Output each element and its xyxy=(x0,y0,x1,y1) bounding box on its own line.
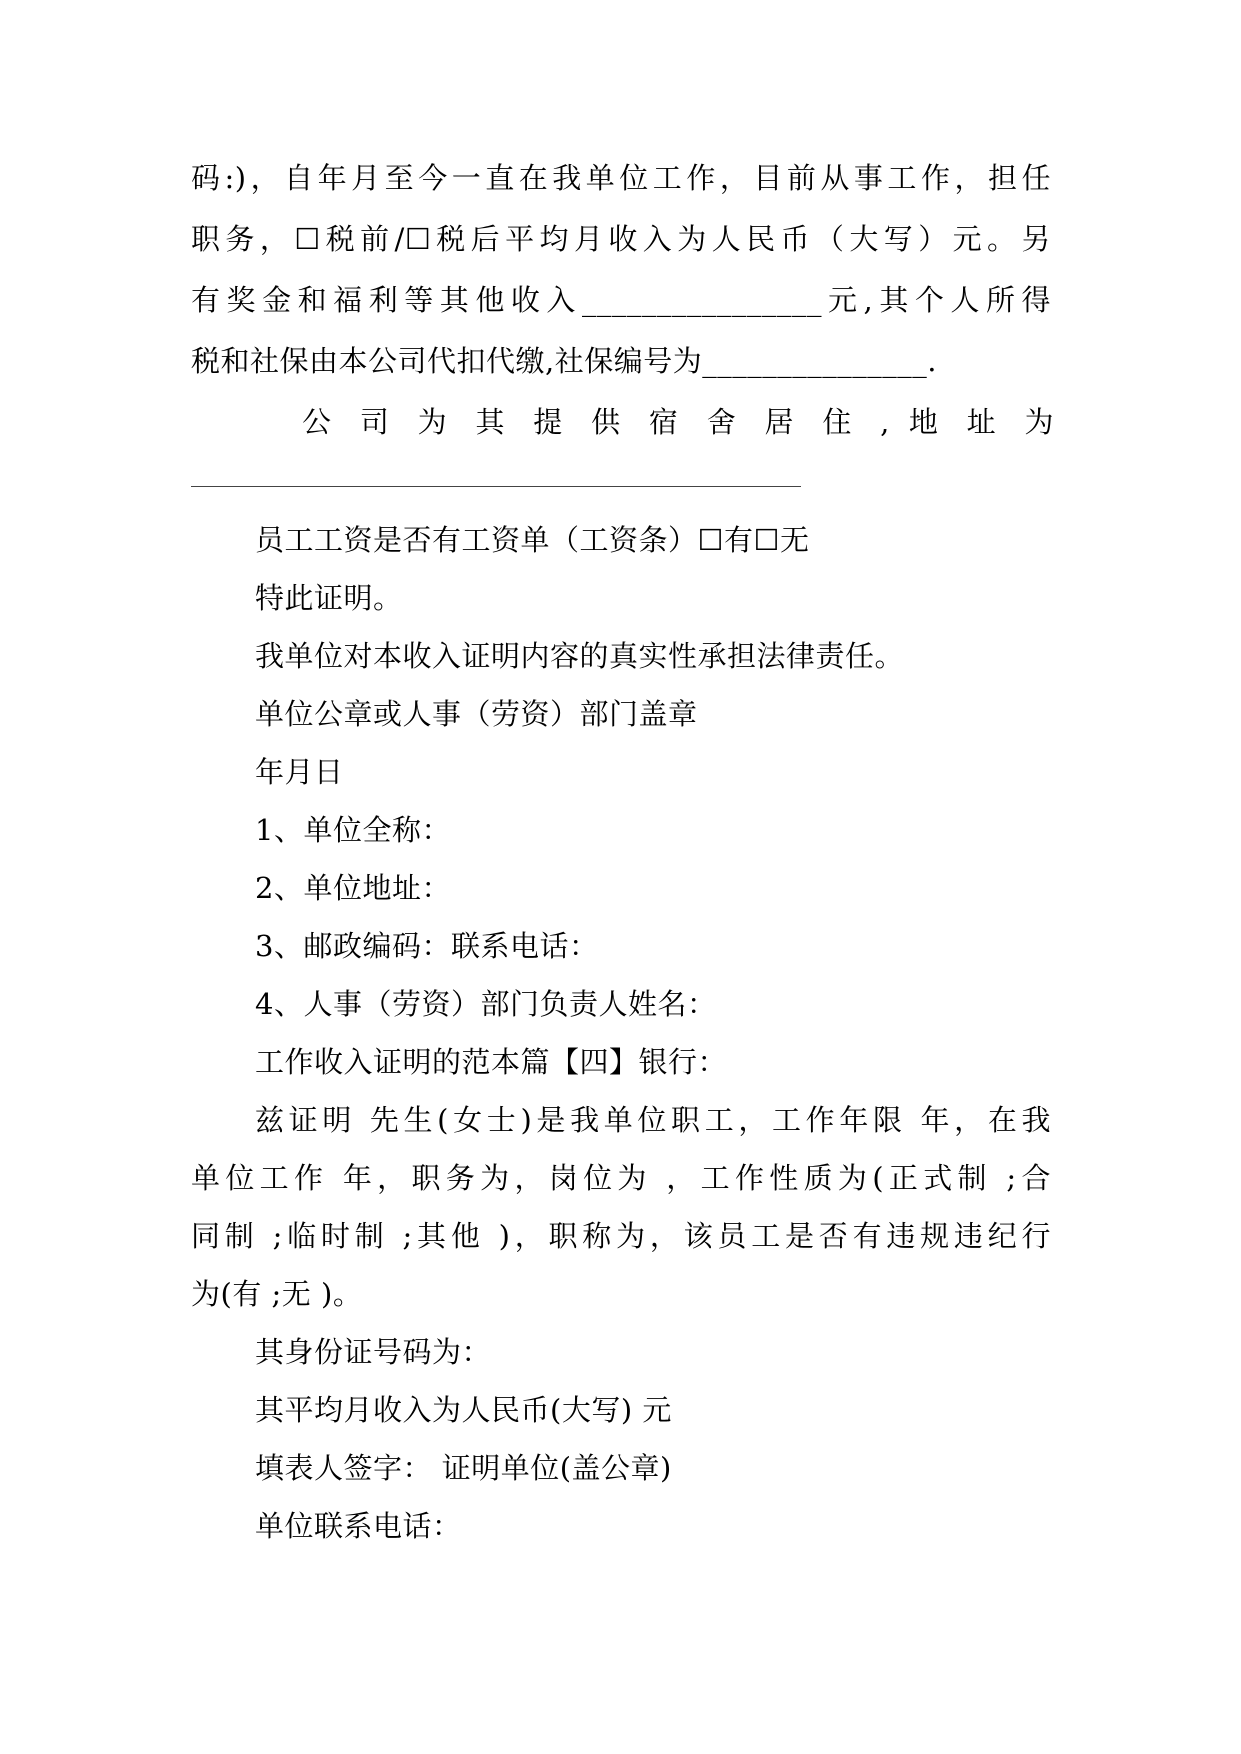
paragraph-line: 年月日 xyxy=(255,755,344,789)
paragraph-line: 为(有 ;无 )。 xyxy=(191,1277,363,1311)
paragraph-line: 同制 ;临时制 ;其他 )，职称为，该员工是否有违规违纪行 xyxy=(191,1219,1051,1253)
paragraph-line: 我单位对本收入证明内容的真实性承担法律责任。 xyxy=(255,639,905,673)
section-heading: 工作收入证明的范本篇【四】银行： xyxy=(255,1045,728,1079)
paragraph-line: 2、单位地址： xyxy=(255,871,451,905)
paragraph-line: 有奖金和福利等其他收入________________元,其个人所得 xyxy=(191,283,1051,317)
paragraph-line: 单位公章或人事（劳资）部门盖章 xyxy=(255,697,698,731)
paragraph-line: 兹证明 先生(女士)是我单位职工，工作年限 年，在我 xyxy=(255,1103,1051,1137)
paragraph-line: 填表人签字： 证明单位(盖公章) xyxy=(255,1451,672,1485)
paragraph-line: 3、邮政编码：联系电话： xyxy=(255,929,599,963)
dormitory-line: 公 司 为 其 提 供 宿 舍 居 住 , 地 址 为 xyxy=(302,405,1054,439)
paragraph-line: 单位联系电话： xyxy=(255,1509,462,1543)
paragraph-line: 其身份证号码为： xyxy=(255,1335,492,1369)
paragraph-line: 码:)，自年月至今一直在我单位工作，目前从事工作，担任 xyxy=(191,161,1051,195)
blank-underline xyxy=(191,486,801,487)
paragraph-line: 员工工资是否有工资单（工资条）☐有☐无 xyxy=(255,523,810,557)
paragraph-line: 4、人事（劳资）部门负责人姓名： xyxy=(255,987,717,1021)
paragraph-line: 其平均月收入为人民币(大写) 元 xyxy=(255,1393,672,1427)
paragraph-line: 单位工作 年，职务为，岗位为 ，工作性质为(正式制 ;合 xyxy=(191,1161,1051,1195)
paragraph-line: 1、单位全称： xyxy=(255,813,451,847)
paragraph-line: 特此证明。 xyxy=(255,581,403,615)
paragraph-line: 职务，☐税前/☐税后平均月收入为人民币（大写）元。另 xyxy=(191,222,1051,256)
paragraph-line: 税和社保由本公司代扣代缴,社保编号为_______________. xyxy=(191,344,937,378)
